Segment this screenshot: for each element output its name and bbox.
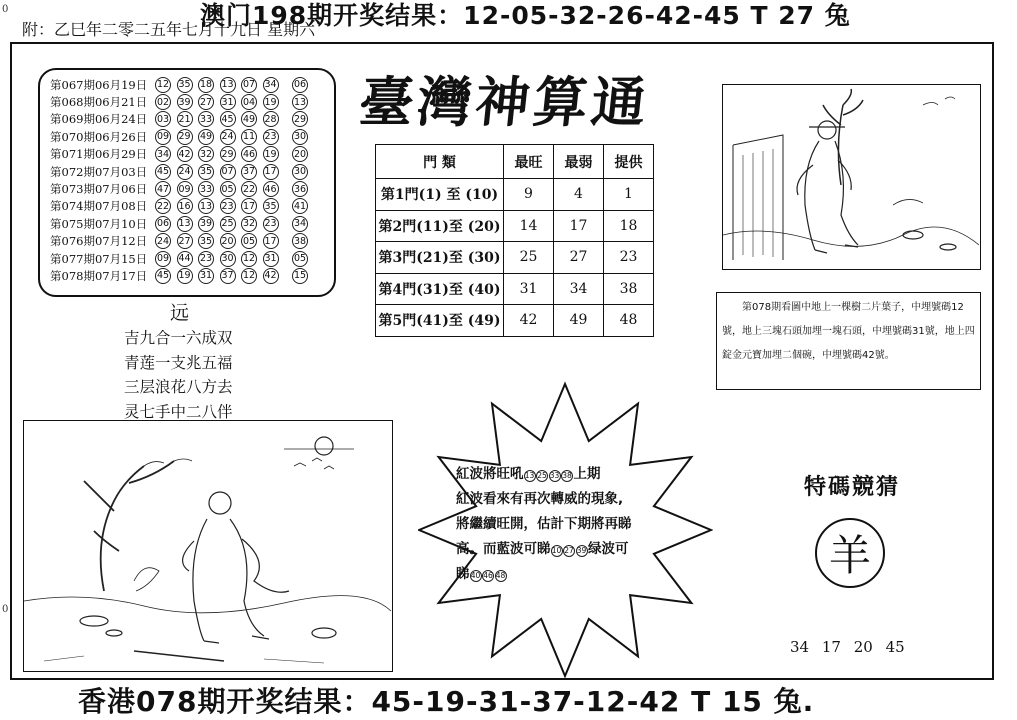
table-cell: 9 bbox=[504, 179, 554, 211]
number-ball: 06 bbox=[155, 216, 171, 232]
wave-line bbox=[456, 562, 671, 587]
table-cell: 17 bbox=[554, 210, 604, 242]
table-header: 最弱 bbox=[554, 145, 604, 179]
table-row bbox=[376, 210, 654, 242]
number-ball: 12 bbox=[241, 268, 257, 284]
illustration-figure-tree bbox=[722, 84, 981, 270]
small-number-ball: 39 bbox=[576, 546, 587, 555]
number-ball: 23 bbox=[220, 198, 236, 214]
hongkong-result-header: 香港078期开奖结果：45-19-31-37-12-42 T 15 兔. bbox=[78, 685, 815, 718]
history-results-box bbox=[38, 68, 336, 297]
number-ball: 04 bbox=[241, 94, 257, 110]
number-ball: 34 bbox=[155, 146, 171, 162]
table-cell: 4 bbox=[554, 179, 604, 211]
small-number-ball: 25 bbox=[537, 471, 547, 480]
table-header: 提供 bbox=[604, 145, 654, 179]
special-number-ball: 20 bbox=[292, 146, 308, 162]
special-number-ball: 30 bbox=[292, 164, 308, 180]
table-cell: 第4門(31)至 (40) bbox=[376, 273, 504, 305]
number-ball: 25 bbox=[220, 216, 236, 232]
special-number-ball: 13 bbox=[292, 94, 308, 110]
history-period-label: 第072期07月03日 bbox=[50, 164, 148, 179]
wave-analysis-text bbox=[456, 462, 671, 587]
number-ball: 32 bbox=[241, 216, 257, 232]
special-number-ball: 05 bbox=[292, 251, 308, 267]
number-ball: 13 bbox=[198, 198, 214, 214]
scholar-illustration bbox=[24, 421, 391, 670]
small-number-ball: 33 bbox=[549, 471, 560, 480]
special-number-ball: 30 bbox=[292, 129, 308, 145]
small-number-ball: 46 bbox=[483, 571, 493, 580]
number-ball: 46 bbox=[263, 181, 279, 197]
wave-text: 高。而藍波可睇 bbox=[456, 541, 551, 557]
number-ball: 12 bbox=[241, 251, 257, 267]
table-cell: 18 bbox=[604, 210, 654, 242]
number-ball: 05 bbox=[220, 181, 236, 197]
number-ball: 37 bbox=[220, 268, 236, 284]
number-ball: 27 bbox=[177, 233, 193, 249]
number-ball: 42 bbox=[177, 146, 193, 162]
history-row bbox=[50, 93, 326, 110]
number-ball: 33 bbox=[198, 111, 214, 127]
margin-mark-bottom: 0 bbox=[2, 604, 9, 615]
number-ball: 12 bbox=[155, 77, 171, 93]
history-period-label: 第076期07月12日 bbox=[50, 234, 148, 249]
history-period-label: 第074期07月08日 bbox=[50, 199, 148, 214]
small-number-ball: 10 bbox=[551, 546, 562, 555]
number-ball: 28 bbox=[263, 111, 279, 127]
number-group bbox=[524, 466, 574, 482]
number-ball: 39 bbox=[177, 94, 193, 110]
figure-illustration bbox=[723, 85, 979, 268]
door-stats-table bbox=[375, 144, 654, 337]
number-ball: 11 bbox=[241, 129, 257, 145]
number-ball: 19 bbox=[263, 146, 279, 162]
small-number-ball: 38 bbox=[562, 471, 572, 480]
history-period-label: 第068期06月21日 bbox=[50, 95, 148, 110]
number-ball: 31 bbox=[198, 268, 214, 284]
number-ball: 09 bbox=[177, 181, 193, 197]
special-number-ball: 34 bbox=[292, 216, 308, 232]
small-number-ball: 13 bbox=[524, 471, 535, 480]
special-number-ball: 41 bbox=[292, 198, 308, 214]
poem-line: 三层浪花八方去 bbox=[124, 378, 233, 396]
table-cell: 27 bbox=[554, 242, 604, 274]
number-ball: 02 bbox=[155, 94, 171, 110]
poem-line: 青莲一支兆五福 bbox=[124, 353, 233, 372]
number-ball: 07 bbox=[241, 77, 257, 93]
special-number-ball: 38 bbox=[292, 233, 308, 249]
table-header: 最旺 bbox=[504, 145, 554, 179]
number-ball: 17 bbox=[263, 233, 279, 249]
number-ball: 24 bbox=[155, 233, 171, 249]
macau-result-header: 澳门198期开奖结果：12-05-32-26-42-45 T 27 兔 bbox=[200, 1, 851, 30]
history-period-label: 第075期07月10日 bbox=[50, 216, 148, 231]
history-row bbox=[50, 233, 326, 250]
number-ball: 23 bbox=[263, 129, 279, 145]
number-ball: 07 bbox=[220, 164, 236, 180]
number-ball: 22 bbox=[241, 181, 257, 197]
number-ball: 27 bbox=[198, 94, 214, 110]
table-cell: 25 bbox=[504, 242, 554, 274]
table-cell: 49 bbox=[554, 305, 604, 337]
wave-text: 紅波將旺吼 bbox=[456, 466, 524, 482]
number-ball: 29 bbox=[177, 129, 193, 145]
special-number-ball: 36 bbox=[292, 181, 308, 197]
table-row bbox=[376, 179, 654, 211]
table-cell: 23 bbox=[604, 242, 654, 274]
history-row bbox=[50, 267, 326, 284]
table-row bbox=[376, 273, 654, 305]
table-header: 門 類 bbox=[376, 145, 504, 179]
history-period-label: 第069期06月24日 bbox=[50, 112, 148, 127]
history-period-label: 第077期07月15日 bbox=[50, 251, 148, 266]
number-ball: 45 bbox=[155, 164, 171, 180]
table-cell: 1 bbox=[604, 179, 654, 211]
special-number-ball: 06 bbox=[292, 77, 308, 93]
table-header-row bbox=[376, 145, 654, 179]
number-ball: 31 bbox=[263, 251, 279, 267]
number-ball: 05 bbox=[241, 233, 257, 249]
wave-line: 紅波看來有再次轉威的現象, bbox=[456, 491, 624, 507]
poem-line: 灵七手中二八伴 bbox=[124, 402, 233, 421]
small-number-ball: 27 bbox=[564, 546, 574, 555]
number-ball: 22 bbox=[155, 198, 171, 214]
number-ball: 24 bbox=[220, 129, 236, 145]
history-period-label: 第070期06月26日 bbox=[50, 129, 148, 144]
number-ball: 33 bbox=[198, 181, 214, 197]
number-ball: 24 bbox=[177, 164, 193, 180]
zodiac-circle bbox=[815, 518, 885, 588]
history-row bbox=[50, 250, 326, 267]
number-ball: 35 bbox=[198, 233, 214, 249]
number-ball: 20 bbox=[220, 233, 236, 249]
wave-line bbox=[456, 462, 671, 487]
table-cell: 14 bbox=[504, 210, 554, 242]
special-guess-label: 特碼競猜 bbox=[804, 475, 901, 500]
number-ball: 34 bbox=[263, 77, 279, 93]
table-cell: 48 bbox=[604, 305, 654, 337]
number-ball: 19 bbox=[263, 94, 279, 110]
yuan-label: 远 bbox=[170, 302, 190, 324]
number-ball: 37 bbox=[241, 164, 257, 180]
history-row bbox=[50, 111, 326, 128]
number-ball: 13 bbox=[177, 216, 193, 232]
table-cell: 第1門(1) 至 (10) bbox=[376, 179, 504, 211]
table-cell: 34 bbox=[554, 273, 604, 305]
number-ball: 21 bbox=[177, 111, 193, 127]
number-ball: 49 bbox=[241, 111, 257, 127]
table-cell: 第3門(21)至 (30) bbox=[376, 242, 504, 274]
number-ball: 39 bbox=[198, 216, 214, 232]
table-cell: 第5門(41)至 (49) bbox=[376, 305, 504, 337]
table-cell: 31 bbox=[504, 273, 554, 305]
poem bbox=[124, 326, 233, 424]
table-cell: 第2門(11)至 (20) bbox=[376, 210, 504, 242]
history-row bbox=[50, 76, 326, 93]
picture-hint-note: 第078期看圖中地上一棵樹二片葉子，中埋號碼12號，地上三塊石頭加埋一塊石頭，中埋號碼31號，地上四錠金元寶加埋二個碗，中埋號碼42號。 bbox=[716, 292, 981, 390]
small-number-ball: 40 bbox=[470, 571, 481, 580]
history-period-label: 第067期06月19日 bbox=[50, 77, 148, 92]
table-cell: 42 bbox=[504, 305, 554, 337]
wave-text: 绿波可 bbox=[588, 541, 629, 557]
number-ball: 09 bbox=[155, 251, 171, 267]
number-ball: 46 bbox=[241, 146, 257, 162]
suggested-numbers: 34 17 20 45 bbox=[790, 638, 905, 656]
number-ball: 17 bbox=[241, 198, 257, 214]
number-group bbox=[551, 541, 589, 557]
number-ball: 35 bbox=[198, 164, 214, 180]
number-ball: 30 bbox=[220, 251, 236, 267]
number-ball: 17 bbox=[263, 164, 279, 180]
number-ball: 23 bbox=[263, 216, 279, 232]
history-row bbox=[50, 163, 326, 180]
number-ball: 45 bbox=[155, 268, 171, 284]
number-ball: 47 bbox=[155, 181, 171, 197]
history-row bbox=[50, 198, 326, 215]
wave-line: 將繼續旺開，估計下期將再睇 bbox=[456, 516, 632, 532]
number-ball: 45 bbox=[220, 111, 236, 127]
wave-text: 睇 bbox=[456, 566, 470, 582]
number-ball: 29 bbox=[220, 146, 236, 162]
number-ball: 42 bbox=[263, 268, 279, 284]
number-ball: 03 bbox=[155, 111, 171, 127]
poem-line: 吉九合一六成双 bbox=[124, 329, 233, 347]
special-number-ball: 15 bbox=[292, 268, 308, 284]
zodiac-char: 羊 bbox=[828, 531, 871, 580]
number-ball: 19 bbox=[177, 268, 193, 284]
history-period-label: 第078期07月17日 bbox=[50, 268, 148, 283]
history-period-label: 第073期07月06日 bbox=[50, 182, 148, 197]
table-cell: 38 bbox=[604, 273, 654, 305]
number-ball: 23 bbox=[198, 251, 214, 267]
table-row bbox=[376, 305, 654, 337]
history-row bbox=[50, 128, 326, 145]
special-number-ball: 29 bbox=[292, 111, 308, 127]
history-row bbox=[50, 215, 326, 232]
number-ball: 16 bbox=[177, 198, 193, 214]
number-ball: 13 bbox=[220, 77, 236, 93]
number-ball: 18 bbox=[198, 77, 214, 93]
number-ball: 35 bbox=[177, 77, 193, 93]
small-number-ball: 48 bbox=[495, 571, 506, 580]
wave-line bbox=[456, 537, 671, 562]
history-row bbox=[50, 146, 326, 163]
wave-text: 上期 bbox=[573, 466, 601, 482]
page-title: 臺灣神算通 bbox=[356, 70, 653, 134]
number-ball: 35 bbox=[263, 198, 279, 214]
history-row bbox=[50, 180, 326, 197]
date-line: 附：乙巳年二零二五年七月十九日 星期六 bbox=[22, 20, 316, 39]
illustration-scholar bbox=[23, 420, 393, 672]
number-ball: 44 bbox=[177, 251, 193, 267]
number-ball: 32 bbox=[198, 146, 214, 162]
table-row bbox=[376, 242, 654, 274]
number-group bbox=[470, 566, 508, 582]
history-period-label: 第071期06月29日 bbox=[50, 147, 148, 162]
margin-mark-top: 0 bbox=[2, 4, 9, 15]
number-ball: 49 bbox=[198, 129, 214, 145]
number-ball: 31 bbox=[220, 94, 236, 110]
number-ball: 09 bbox=[155, 129, 171, 145]
